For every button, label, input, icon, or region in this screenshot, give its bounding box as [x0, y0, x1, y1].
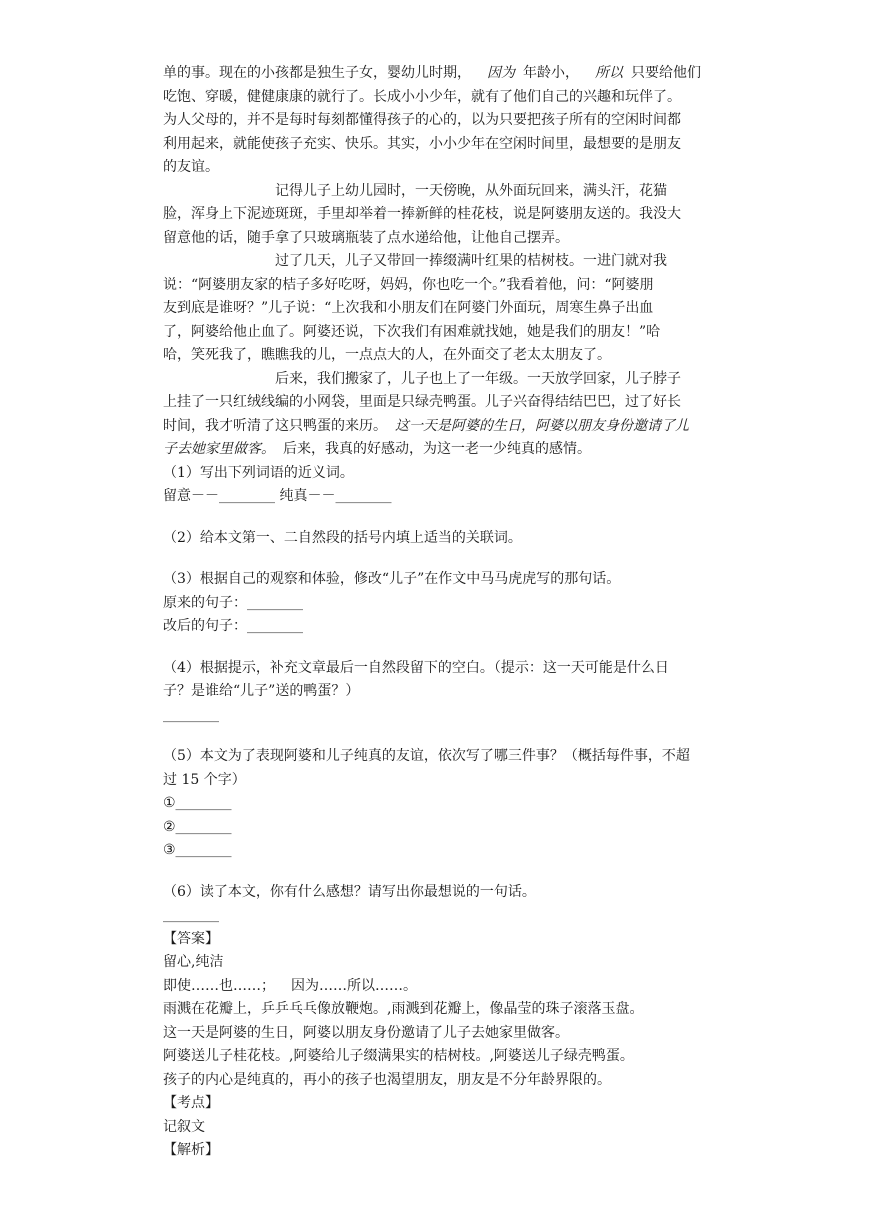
text-line: 脸，浑身上下泥迹斑斑，手里却举着一捧新鲜的桂花枝，说是阿婆朋友送的。我没大: [163, 206, 681, 222]
text-line: 哈，笑死我了，瞧瞧我的儿，一点点大的人，在外面交了老太太朋友了。: [163, 347, 611, 363]
jiexi-heading: 【解析】: [163, 1142, 219, 1158]
answer-heading: 【答案】: [163, 930, 219, 947]
text-line: 年龄小，: [523, 65, 579, 81]
question-text: （3）根据自己的观察和体验，修改“儿子”在作文中马马虎虎写的那句话。: [163, 571, 621, 587]
answer-blank-line: 原来的句子：________: [163, 594, 303, 611]
answer-text: 这一天是阿婆的生日，阿婆以朋友身份邀请了儿子去她家里做客。: [163, 1024, 569, 1041]
filled-blank-sentence: 子去她家里做客。: [163, 441, 275, 457]
question-text: （5）本文为了表现阿婆和儿子纯真的友谊，依次写了哪三件事？（概括每件事，不超: [163, 748, 690, 764]
filled-blank-sentence: 这一天是阿婆的生日，阿婆以朋友身份邀请了儿: [395, 417, 689, 434]
text-line: 只要给他们: [631, 65, 701, 81]
answer-blank-line: ________: [163, 706, 219, 723]
question-3: [163, 568, 748, 639]
question-1: [163, 462, 748, 509]
text-line: 吃饱、穿暖，健健康康的就行了。长成小小少年，就有了他们自己的兴趣和玩伴了。: [163, 88, 681, 105]
text-line: 后来，我们搬家了，儿子也上了一年级。一天放学回家，儿子脖子: [275, 370, 681, 387]
paragraph-3: [163, 250, 748, 368]
text-line: 友到底是谁呀？”儿子说：“上次我和小朋友们在阿婆门外面玩，周寒生鼻子出血: [163, 300, 654, 316]
answer-text: 留心,纯洁: [163, 954, 224, 970]
text-line: 上挂了一只红绒线编的小网袋，里面是只绿壳鸭蛋。儿子兴奋得结结巴巴，过了好长: [163, 394, 681, 410]
paragraph-2: [163, 180, 748, 251]
question-text: （2）给本文第一、二自然段的括号内填上适当的关联词。: [163, 529, 522, 546]
text-line: 时间，我才听清了这只鸭蛋的来历。: [163, 417, 387, 434]
answer-blank-line: 改后的句子：________: [163, 618, 303, 634]
paragraph-1: [163, 62, 748, 180]
question-6: [163, 881, 748, 928]
kaodian-heading: 【考点】: [163, 1095, 219, 1111]
answer-blank-line: 留意－－________ 纯真－－________: [163, 488, 392, 504]
answer-text: 阿婆送儿子桂花枝。,阿婆给儿子缀满果实的桔树枝。,阿婆送儿子绿壳鸭蛋。: [163, 1048, 634, 1064]
answer-blank-line: ________: [163, 907, 219, 923]
answer-blank-line: ③________: [163, 842, 232, 858]
kaodian-text: 记叙文: [163, 1118, 205, 1135]
filled-blank-2: 所以: [595, 65, 623, 81]
document-page: [163, 62, 748, 1163]
answer-text: 即使……也……；: [163, 977, 275, 994]
text-line: 利用起来，就能使孩子充实、快乐。其实，小小少年在空闲时间里，最想要的是朋友: [163, 135, 681, 152]
text-line: 后来，我真的好感动，为这一老一少纯真的感情。: [283, 441, 591, 457]
text-line: 过了几天，儿子又带回一捧缀满叶红果的桔树枝。一进门就对我: [275, 253, 667, 269]
text-line: 说：“阿婆朋友家的桔子多好吃呀，妈妈，你也吃一个。”我看着他，问：“阿婆朋: [163, 276, 654, 293]
answer-text: 雨溅在花瓣上，乒乒乓乓像放鞭炮。,雨溅到花瓣上，像晶莹的珠子滚落玉盘。: [163, 1001, 644, 1017]
question-text: （6）读了本文，你有什么感想？请写出你最想说的一句话。: [163, 883, 536, 900]
answer-section: [163, 928, 748, 1163]
question-2: [163, 527, 748, 551]
text-line: 留意他的话，随手拿了只玻璃瓶装了点水递给他，让他自己摆弄。: [163, 229, 569, 246]
filled-blank-1: 因为: [487, 65, 515, 81]
answer-text: 孩子的内心是纯真的，再小的孩子也渴望朋友，朋友是不分年龄界限的。: [163, 1071, 611, 1088]
text-line: 为人父母的，并不是每时每刻都懂得孩子的心的，以为只要把孩子所有的空闲时间都: [163, 112, 681, 128]
question-5: [163, 745, 748, 863]
text-line: 单的事。现在的小孩都是独生子女，婴幼儿时期，: [163, 65, 471, 81]
answer-blank-line: ②________: [163, 818, 232, 835]
question-4: [163, 657, 748, 728]
paragraph-4: [163, 368, 748, 462]
text-line: 了，阿婆给他止血了。阿婆还说，下次我们有困难就找她，她是我们的朋友！”哈: [163, 323, 661, 340]
question-text: （4）根据提示，补充文章最后一自然段留下的空白。（提示：这一天可能是什么日: [163, 659, 669, 676]
question-text: 子？是谁给“儿子”送的鸭蛋？）: [163, 683, 360, 699]
answer-blank-line: ①________: [163, 795, 232, 811]
question-text: （1）写出下列词语的近义词。: [163, 464, 354, 481]
text-line: 的友谊。: [163, 159, 219, 175]
answer-text: 因为……所以……。: [291, 977, 417, 994]
text-line: 记得儿子上幼儿园时，一天傍晚，从外面玩回来，满头汗，花猫: [275, 182, 667, 199]
question-text: 过 15 个字）: [163, 771, 246, 788]
